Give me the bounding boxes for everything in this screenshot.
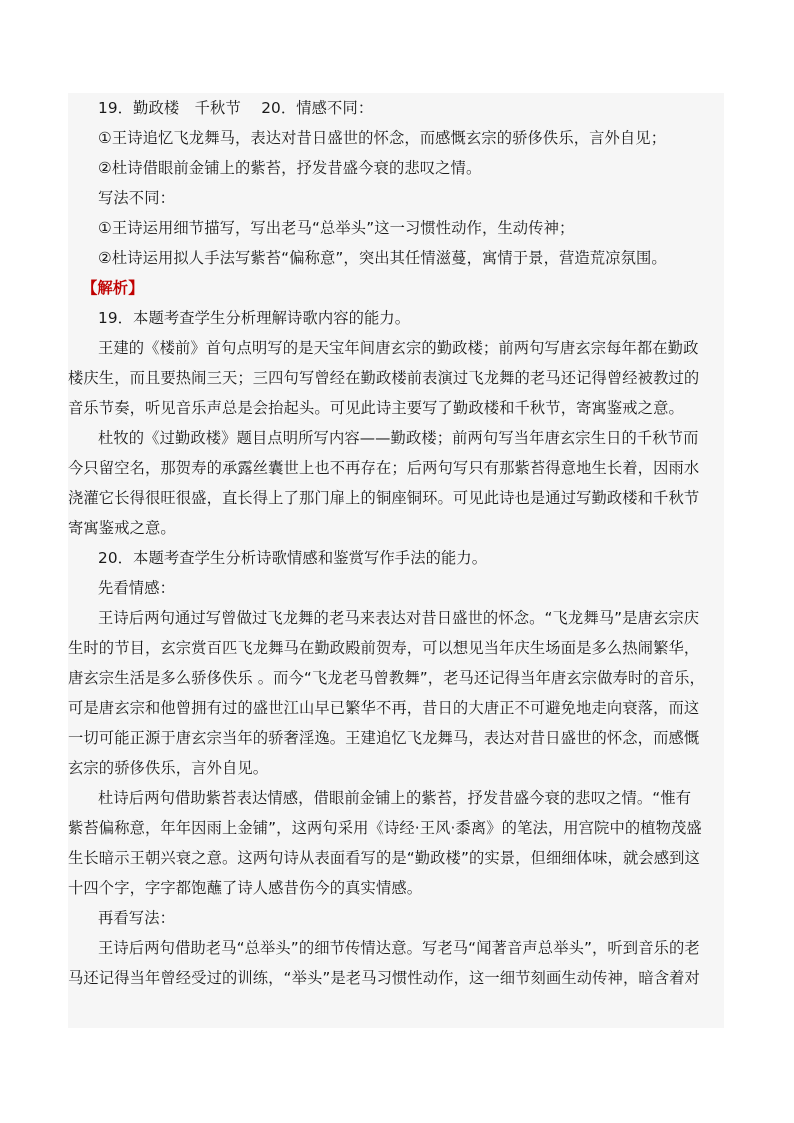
q19-analysis-title: 19．本题考查学生分析理解诗歌内容的能力。 bbox=[98, 309, 411, 327]
paragraph-line: 玄宗的骄侈佚乐，言外自见。 bbox=[68, 759, 269, 777]
paragraph-line: 今只留空名，那贺寿的承露丝囊世上也不再存在；后两句写只有那紫苔得意地生长着，因雨水 bbox=[68, 459, 700, 477]
paragraph-line: 紫苔偏称意，年年因雨上金铺”，这两句采用《诗经·王风·黍离》的笔法，用宫院中的植物茂盛 bbox=[68, 819, 702, 837]
writing-title: 再看写法： bbox=[98, 909, 175, 927]
analysis-tag: 【解析】 bbox=[82, 279, 144, 297]
paragraph-line: 王诗后两句借助老马“总举头”的细节传情达意。写老马“闻著音声总举头”，听到音乐的老 bbox=[98, 939, 700, 957]
paragraph-line: 音乐节奏，听见音乐声总是会抬起头。可见此诗主要写了勤政楼和千秋节，寄寓鉴戒之意。 bbox=[68, 399, 684, 417]
document-page bbox=[68, 93, 724, 1028]
paragraph-line: 王建的《楼前》首句点明写的是天宝年间唐玄宗的勤政楼；前两句写唐玄宗每年都在勤政 bbox=[98, 339, 699, 357]
answer-line-1: 19．勤政楼 千秋节 20．情感不同： bbox=[98, 99, 374, 117]
paragraph-line: 唐玄宗生活是多么骄侈佚乐 。而今“飞龙老马曾教舞”，老马还记得当年唐玄宗做寿时的音乐， bbox=[68, 669, 705, 687]
paragraph-line: 马还记得当年曾经受过的训练，“举头”是老马习惯性动作，这一细节刻画生动传神，暗含着对 bbox=[68, 969, 700, 987]
paragraph-line: 杜牧的《过勤政楼》题目点明所写内容——勤政楼；前两句写当年唐玄宗生日的千秋节而 bbox=[98, 429, 699, 447]
paragraph-line: 寄寓鉴戒之意。 bbox=[68, 519, 176, 537]
paragraph-line: 十四个字，字字都饱蘸了诗人感昔伤今的真实情感。 bbox=[68, 879, 423, 897]
paragraph-line: 楼庆生，而且要热闹三天；三四句写曾经在勤政楼前表演过飞龙舞的老马还记得曾经被教过的 bbox=[68, 369, 700, 387]
paragraph-line: 可是唐玄宗和他曾拥有过的盛世江山早已繁华不再，昔日的大唐正不可避免地走向衰落，而这 bbox=[68, 699, 700, 717]
answer-line-3: ②杜诗借眼前金铺上的紫苔，抒发昔盛今衰的悲叹之情。 bbox=[98, 159, 482, 177]
answer-line-4: 写法不同： bbox=[98, 189, 175, 207]
paragraph-line: 生长暗示王朝兴衰之意。这两句诗从表面看写的是“勤政楼”的实景，但细细体味，就会感到这 bbox=[68, 849, 700, 867]
answer-line-5: ①王诗运用细节描写，写出老马“总举头”这一习惯性动作，生动传神； bbox=[98, 219, 575, 237]
emotion-title: 先看情感： bbox=[98, 579, 175, 597]
paragraph-line: 生时的节目，玄宗赏百匹飞龙舞马在勤政殿前贺寿，可以想见当年庆生场面是多么热闹繁华， bbox=[68, 639, 700, 657]
answer-line-2: ①王诗追忆飞龙舞马，表达对昔日盛世的怀念，而感慨玄宗的骄侈佚乐，言外自见； bbox=[98, 129, 667, 147]
paragraph-line: 浇灌它长得很旺很盛，直长得上了那门扉上的铜座铜环。可见此诗也是通过写勤政楼和千秋节 bbox=[68, 489, 700, 507]
paragraph-line: 一切可能正源于唐玄宗当年的骄奢淫逸。王建追忆飞龙舞马，表达对昔日盛世的怀念，而感慨 bbox=[68, 729, 700, 747]
q20-analysis-title: 20．本题考查学生分析诗歌情感和鉴赏写作手法的能力。 bbox=[98, 549, 488, 567]
answer-line-6: ②杜诗运用拟人手法写紫苔“偏称意”，突出其任情滋蔓，寓情于景，营造荒凉氛围。 bbox=[98, 249, 667, 267]
paragraph-line: 王诗后两句通过写曾做过飞龙舞的老马来表达对昔日盛世的怀念。“飞龙舞马”是唐玄宗庆 bbox=[98, 609, 700, 627]
paragraph-line: 杜诗后两句借助紫苔表达情感，借眼前金铺上的紫苔，抒发昔盛今衰的悲叹之情。“惟有 bbox=[98, 789, 692, 807]
